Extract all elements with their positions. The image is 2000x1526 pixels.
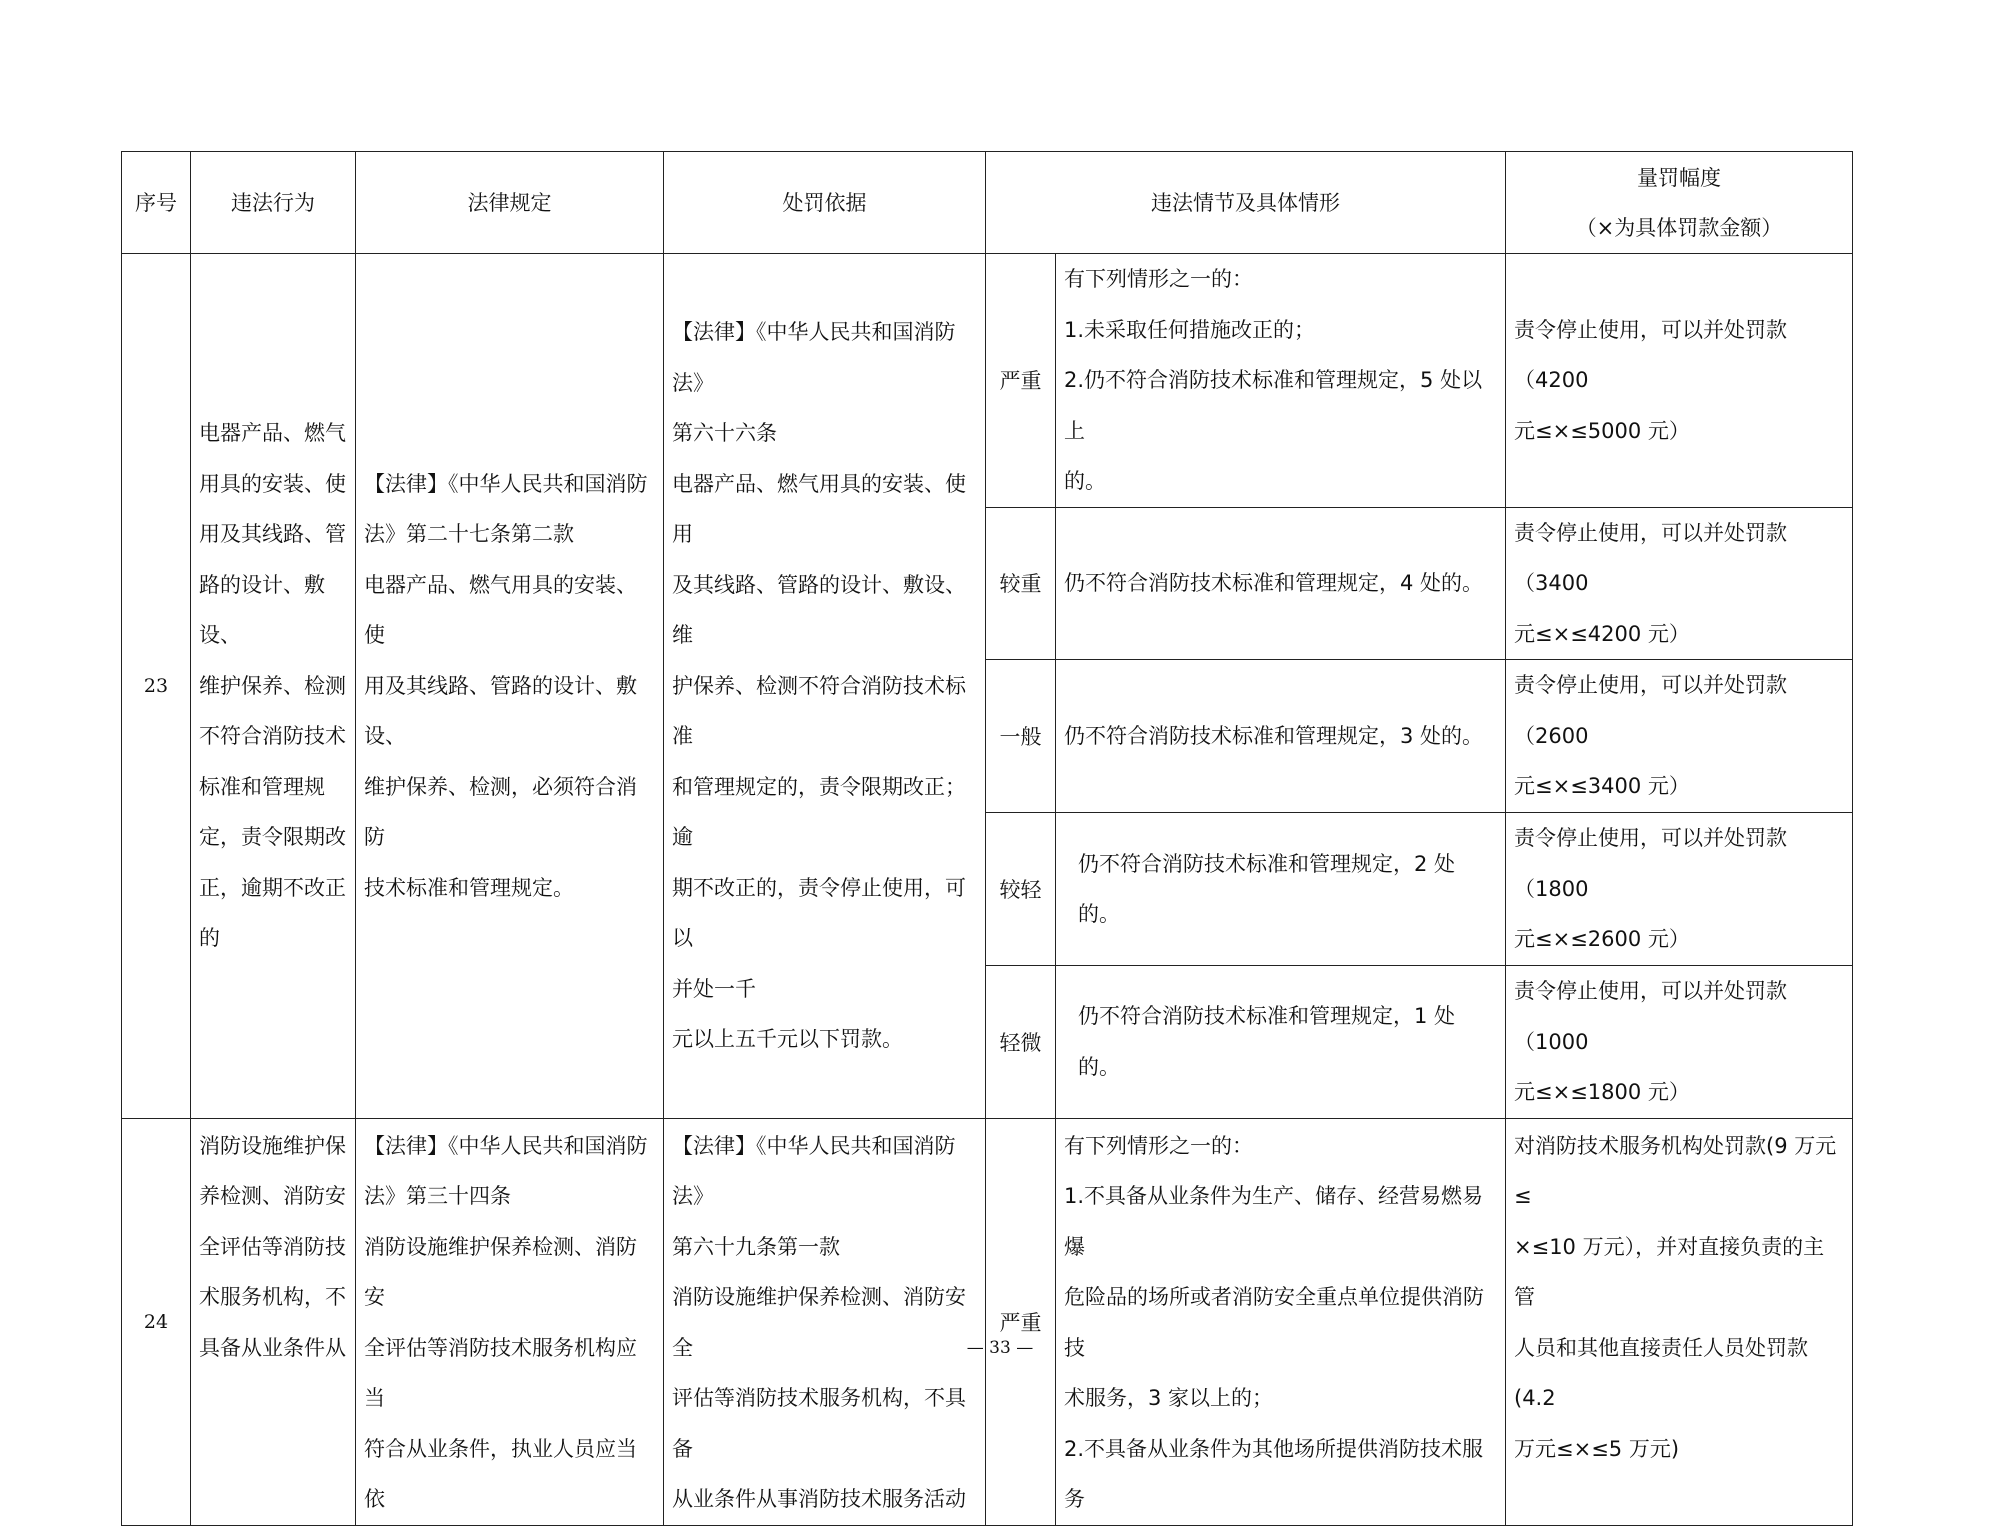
- penalty-cell: [1506, 254, 1853, 508]
- circumstance-line: 术服务，3 家以上的；: [1064, 1386, 1274, 1410]
- behavior-line: 正，逾期不改正: [199, 875, 346, 900]
- behavior-line: 养检测、消防安: [199, 1184, 346, 1208]
- law-line: 符合从业条件，执业人员应当依: [364, 1436, 637, 1511]
- basis-line: 消防设施维护保养检测、消防安全: [672, 1285, 966, 1360]
- behavior-cell: [191, 254, 356, 1119]
- penalty-cell: [1506, 507, 1853, 660]
- law-line: 技术标准和管理规定。: [364, 875, 574, 900]
- level-cell: 较轻: [986, 813, 1056, 966]
- header-penalty-line: 量罚幅度: [1637, 165, 1721, 190]
- level-cell: 轻微: [986, 966, 1056, 1119]
- behavior-line: 标准和管理规: [199, 774, 325, 799]
- penalty-line: 对消防技术服务机构处罚款(9 万元≤: [1514, 1133, 1837, 1208]
- circumstance-line: 仍不符合消防技术标准和管理规定，1 处的。: [1078, 1004, 1456, 1079]
- law-line: 用及其线路、管路的设计、敷设、: [364, 673, 637, 748]
- penalty-line: 元≤×≤5000 元）: [1514, 418, 1690, 443]
- table-row: [122, 254, 1853, 508]
- basis-cell: [664, 1118, 986, 1525]
- level-cell: 严重: [986, 1118, 1056, 1525]
- law-line: 【法律】《中华人民共和国消防: [364, 1133, 648, 1158]
- basis-line: 【法律】《中华人民共和国消防法》: [672, 1133, 956, 1208]
- law-line: 法》第二十七条第二款: [364, 522, 574, 546]
- basis-line: 评估等消防技术服务机构，不具备: [672, 1386, 966, 1461]
- header-circumstance: 违法情节及具体情形: [986, 152, 1506, 254]
- law-line: 法》第三十四条: [364, 1184, 511, 1208]
- behavior-line: 全评估等消防技: [199, 1234, 346, 1259]
- header-number: 序号: [122, 152, 191, 254]
- basis-line: 第六十九条第一款: [672, 1234, 840, 1259]
- basis-cell: [664, 254, 986, 1119]
- behavior-line: 维护保养、检测: [199, 673, 346, 698]
- basis-line: 和管理规定的，责令限期改正；逾: [672, 774, 966, 849]
- behavior-line: 用及其线路、管: [199, 522, 346, 546]
- circumstance-line: 危险品的场所或者消防安全重点单位提供消防技: [1064, 1285, 1484, 1360]
- behavior-line: 消防设施维护保: [199, 1133, 346, 1158]
- circumstance-cell: [1056, 507, 1506, 660]
- penalty-line: 责令停止使用，可以并处罚款（1800: [1514, 826, 1787, 901]
- law-line: 全评估等消防技术服务机构应当: [364, 1335, 637, 1410]
- basis-line: 电器产品、燃气用具的安装、使用: [672, 471, 966, 546]
- row-number: 23: [122, 254, 191, 1119]
- basis-line: 并处一千: [672, 976, 756, 1001]
- header-behavior: 违法行为: [191, 152, 356, 254]
- penalty-line: 元≤×≤1800 元）: [1514, 1080, 1690, 1104]
- basis-line: 元以上五千元以下罚款。: [672, 1027, 903, 1051]
- penalty-line: 责令停止使用，可以并处罚款（2600: [1514, 673, 1787, 748]
- penalty-line: 责令停止使用，可以并处罚款（3400: [1514, 520, 1787, 595]
- penalty-line: 元≤×≤2600 元）: [1514, 927, 1690, 952]
- law-line: 电器产品、燃气用具的安装、使: [364, 572, 637, 647]
- basis-line: 第六十六条: [672, 421, 777, 445]
- penalty-line: ×≤10 万元），并对直接负责的主管: [1514, 1234, 1825, 1309]
- header-basis: 处罚依据: [664, 152, 986, 254]
- level-cell: 严重: [986, 254, 1056, 508]
- circumstance-line: 仍不符合消防技术标准和管理规定，3 处的。: [1064, 723, 1484, 748]
- basis-line: 从业条件从事消防技术服务活动: [672, 1487, 966, 1511]
- penalty-cell: [1506, 660, 1853, 813]
- penalty-cell: [1506, 966, 1853, 1119]
- header-row: [122, 152, 1853, 254]
- penalty-table: [121, 151, 1853, 1526]
- circumstance-line: 仍不符合消防技术标准和管理规定，4 处的。: [1064, 571, 1484, 595]
- law-cell: [356, 1118, 664, 1525]
- circumstance-line: 2.仍不符合消防技术标准和管理规定，5 处以上: [1064, 368, 1483, 443]
- penalty-line: 人员和其他直接责任人员处罚款 (4.2: [1514, 1335, 1808, 1410]
- circumstance-line: 有下列情形之一的：: [1064, 267, 1253, 291]
- behavior-line: 具备从业条件从: [199, 1335, 346, 1360]
- penalty-line: 责令停止使用，可以并处罚款（4200: [1514, 317, 1787, 392]
- circumstance-line: 1.不具备从业条件为生产、储存、经营易燃易爆: [1064, 1184, 1484, 1259]
- circumstance-cell: [1056, 254, 1506, 508]
- table-row: [122, 1118, 1853, 1525]
- circumstance-cell: [1056, 966, 1506, 1119]
- circumstance-line: 的。: [1064, 469, 1106, 493]
- header-penalty: [1506, 152, 1853, 254]
- law-line: 【法律】《中华人民共和国消防: [364, 471, 648, 496]
- penalty-line: 元≤×≤3400 元）: [1514, 774, 1690, 799]
- penalty-cell: [1506, 813, 1853, 966]
- level-cell: 一般: [986, 660, 1056, 813]
- header-penalty-line: （×为具体罚款金额）: [1575, 215, 1783, 240]
- law-line: 维护保养、检测，必须符合消防: [364, 774, 637, 849]
- behavior-line: 定，责令限期改: [199, 825, 346, 849]
- circumstance-cell: [1056, 1118, 1506, 1525]
- basis-line: 及其线路、管路的设计、敷设、维: [672, 572, 966, 647]
- behavior-line: 用具的安装、使: [199, 471, 346, 496]
- page-number: — 33 —: [966, 1338, 1034, 1358]
- behavior-line: 路的设计、敷设、: [199, 572, 325, 647]
- circumstance-cell: [1056, 813, 1506, 966]
- basis-line: 护保养、检测不符合消防技术标准: [672, 673, 966, 748]
- circumstance-line: 1.未采取任何措施改正的；: [1064, 317, 1316, 342]
- basis-line: 期不改正的，责令停止使用，可以: [672, 875, 966, 950]
- behavior-cell: [191, 1118, 356, 1525]
- behavior-line: 的: [199, 926, 220, 950]
- level-cell: 较重: [986, 507, 1056, 660]
- circumstance-line: 2.不具备从业条件为其他场所提供消防技术服务: [1064, 1436, 1484, 1511]
- circumstance-line: 仍不符合消防技术标准和管理规定，2 处的。: [1078, 851, 1456, 926]
- law-cell: [356, 254, 664, 1119]
- penalty-cell: [1506, 1118, 1853, 1525]
- law-line: 消防设施维护保养检测、消防安: [364, 1234, 637, 1309]
- circumstance-cell: [1056, 660, 1506, 813]
- circumstance-line: 有下列情形之一的：: [1064, 1133, 1253, 1158]
- penalty-line: 万元≤×≤5 万元): [1514, 1436, 1680, 1461]
- behavior-line: 不符合消防技术: [199, 724, 346, 748]
- penalty-line: 责令停止使用，可以并处罚款（1000: [1514, 979, 1787, 1054]
- row-number: 24: [122, 1118, 191, 1525]
- basis-line: 【法律】《中华人民共和国消防法》: [672, 320, 956, 395]
- behavior-line: 术服务机构，不: [199, 1285, 346, 1309]
- behavior-line: 电器产品、燃气: [199, 421, 346, 445]
- header-law: 法律规定: [356, 152, 664, 254]
- penalty-line: 元≤×≤4200 元）: [1514, 621, 1690, 646]
